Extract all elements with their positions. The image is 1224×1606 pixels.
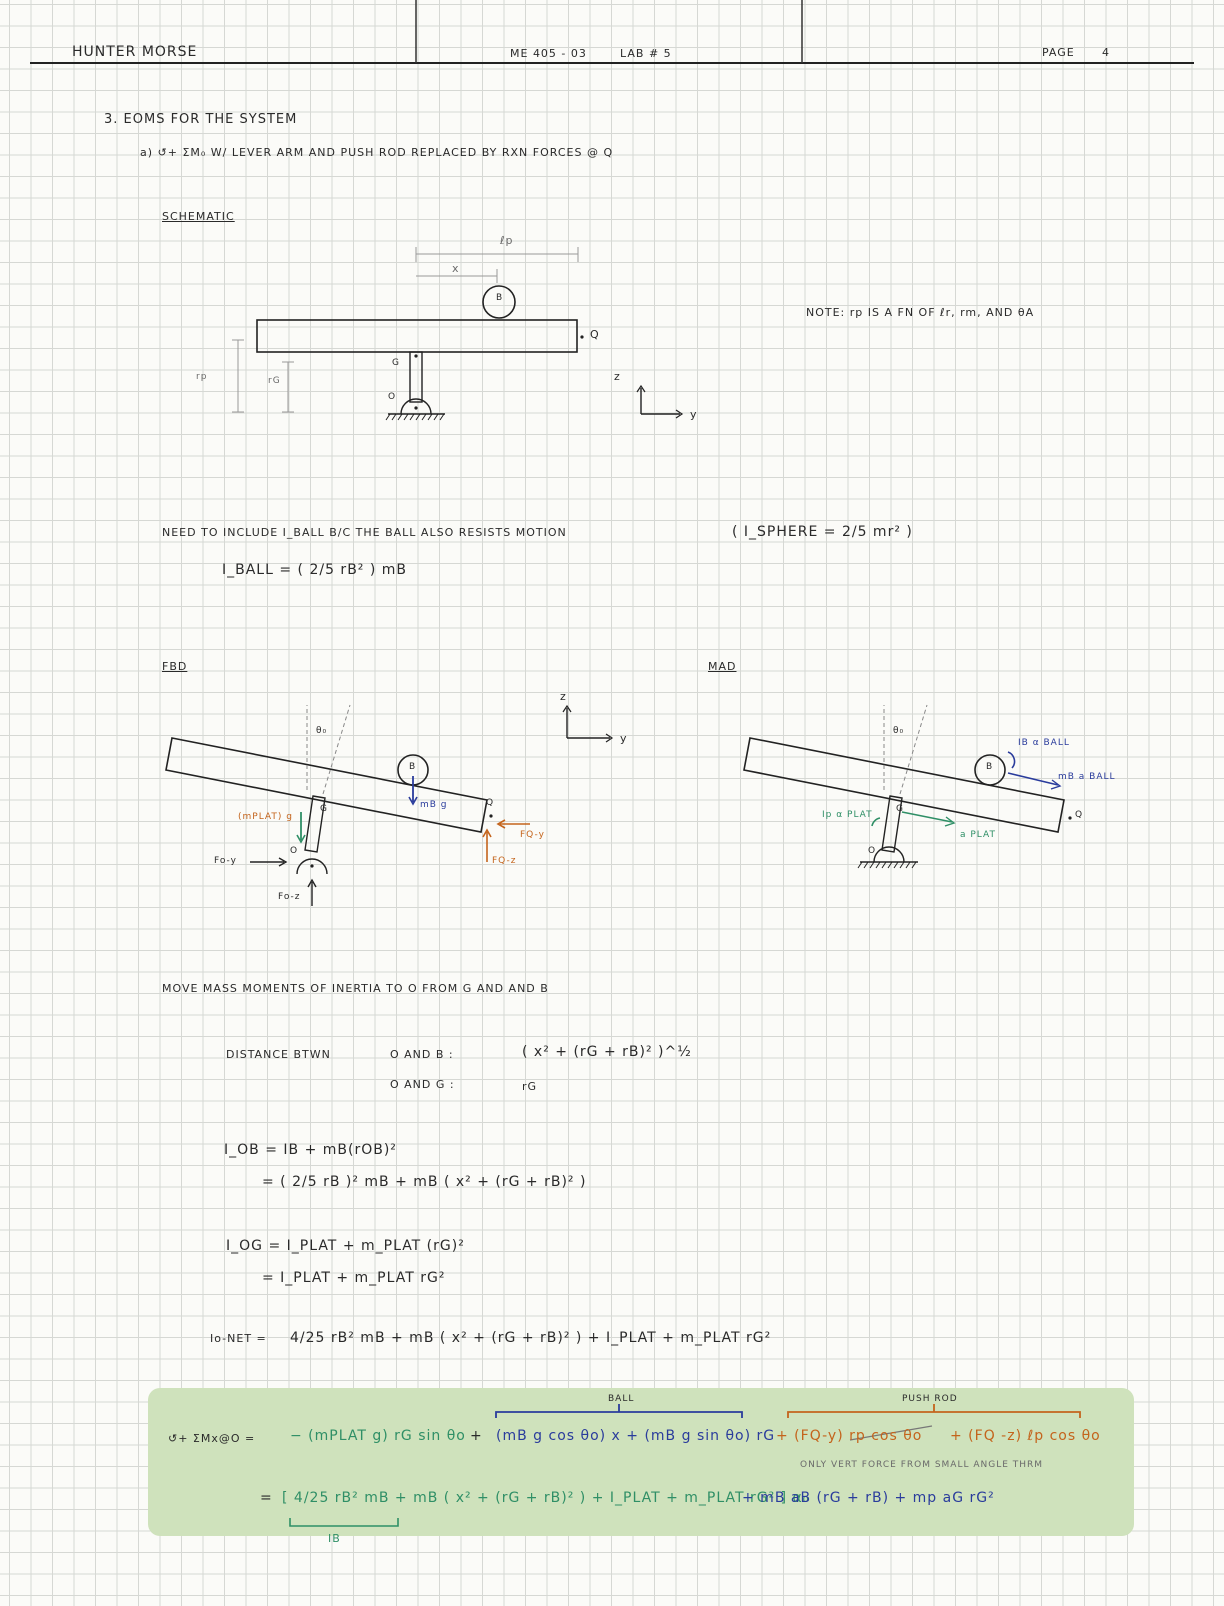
mad-b: B <box>986 762 994 772</box>
final-term-ball: (mB g cos θo) x + (mB g sin θo) rG <box>496 1428 776 1444</box>
q-label: Q <box>590 328 600 341</box>
schematic-label: SCHEMATIC <box>162 210 235 223</box>
mad-mb-a: mB a BALL <box>1058 772 1116 782</box>
distance-ob-value: ( x² + (rG + rB)² )^½ <box>522 1044 692 1060</box>
rg-label: rG <box>268 376 281 386</box>
fbd-b: B <box>409 762 417 772</box>
axis-y-label: y <box>690 408 698 421</box>
inet-expression: 4/25 rB² mB + mB ( x² + (rG + rB)² ) + I_PLAT + m_PLAT rG² <box>290 1330 772 1346</box>
mad-a-plat: a PLAT <box>960 830 996 840</box>
mad-o: O <box>868 846 877 856</box>
fbd-fo-y: Fo-y <box>214 856 237 866</box>
note-rp: NOTE: rp IS A FN OF ℓr, rm, AND θA <box>806 306 1035 319</box>
sphere-inertia: ( I_SPHERE = 2/5 mr² ) <box>732 524 913 540</box>
final-term-fqz: + (FQ -z) ℓp cos θo <box>950 1428 1101 1444</box>
inertia-ball-eq: I_BALL = ( 2/5 rB² ) mB <box>222 562 408 578</box>
final-term-plat: − (mPLAT g) rG sin θo <box>290 1428 466 1444</box>
fbd-theta: θ₀ <box>316 726 328 736</box>
mad-q: Q <box>1075 810 1084 820</box>
ib-underbrace-label: IB <box>328 1532 341 1545</box>
section-title: 3. EOMS FOR THE SYSTEM <box>104 112 298 127</box>
final-rhs-equals: = <box>260 1490 273 1506</box>
fbd-axis-y: y <box>620 732 628 745</box>
distance-og-value: rG <box>522 1080 538 1093</box>
x-label: x <box>452 262 460 275</box>
iog-eq-2: = I_PLAT + m_PLAT rG² <box>262 1270 446 1286</box>
final-rhs-expression: [ 4/25 rB² mB + mB ( x² + (rG + rB)² ) + I_PLAT + m_PLAT rG² ] α₀ <box>282 1490 810 1506</box>
g-label: G <box>392 358 400 368</box>
mad-g: G <box>896 804 904 814</box>
final-term-fqy: + (FQ-y) rp cos θo <box>776 1428 923 1444</box>
fbd-mplat-g: (mPLAT) g <box>238 812 293 822</box>
iob-eq-1: I_OB = IB + mB(rOB)² <box>224 1142 397 1158</box>
fbd-fo-z: Fo-z <box>278 892 301 902</box>
ball-b-label: B <box>496 293 504 303</box>
fbd-fq-y: FQ-y <box>520 830 545 840</box>
move-moments-line: MOVE MASS MOMENTS OF INERTIA TO O FROM G AND AND B <box>162 982 549 995</box>
small-angle-note: ONLY VERT FORCE FROM SMALL ANGLE THRM <box>800 1460 1044 1470</box>
inet-label: Io-NET = <box>210 1332 267 1345</box>
final-lhs: ↺+ ΣMx@O = <box>168 1432 256 1445</box>
axis-z-label: z <box>614 370 621 383</box>
distance-ob-points: O AND B : <box>390 1048 454 1061</box>
final-plus: + <box>470 1428 483 1444</box>
page-number: 4 <box>1102 46 1110 59</box>
author-name: HUNTER MORSE <box>72 44 198 60</box>
final-rhs-tail: + mB aB (rG + rB) + mp aG rG² <box>742 1490 995 1506</box>
mad-label: MAD <box>708 660 737 673</box>
ball-bracket-label: BALL <box>608 1394 635 1404</box>
fbd-label: FBD <box>162 660 188 673</box>
mad-theta: θ₀ <box>893 726 905 736</box>
fbd-axis-z: z <box>560 690 567 703</box>
rp-label: rp <box>196 372 208 382</box>
distance-label: DISTANCE BTWN <box>226 1048 331 1061</box>
iog-eq-1: I_OG = I_PLAT + m_PLAT (rG)² <box>226 1238 465 1254</box>
lab-number: LAB # 5 <box>620 47 672 60</box>
mad-ip-alpha: Ip α PLAT <box>822 810 873 820</box>
mad-ib-alpha: IB α BALL <box>1018 738 1070 748</box>
lp-label: ℓp <box>500 234 514 247</box>
distance-og-points: O AND G : <box>390 1078 455 1091</box>
inertia-note-line1: NEED TO INCLUDE I_BALL B/C THE BALL ALSO RESISTS MOTION <box>162 526 567 539</box>
fbd-mbg: mB g <box>420 800 448 810</box>
o-label: O <box>388 392 397 402</box>
fbd-q: Q <box>486 798 495 808</box>
push-rod-bracket-label: PUSH ROD <box>902 1394 958 1404</box>
part-a-statement: a) ↺+ ΣM₀ W/ LEVER ARM AND PUSH ROD REPLACED BY RXN FORCES @ Q <box>140 146 614 159</box>
fbd-fq-z: FQ-z <box>492 856 517 866</box>
course-code: ME 405 - 03 <box>510 47 587 60</box>
fbd-o: O <box>290 846 299 856</box>
iob-eq-2: = ( 2/5 rB )² mB + mB ( x² + (rG + rB)² ) <box>262 1174 587 1190</box>
fbd-g: G <box>320 804 328 814</box>
page-label: PAGE <box>1042 46 1075 59</box>
